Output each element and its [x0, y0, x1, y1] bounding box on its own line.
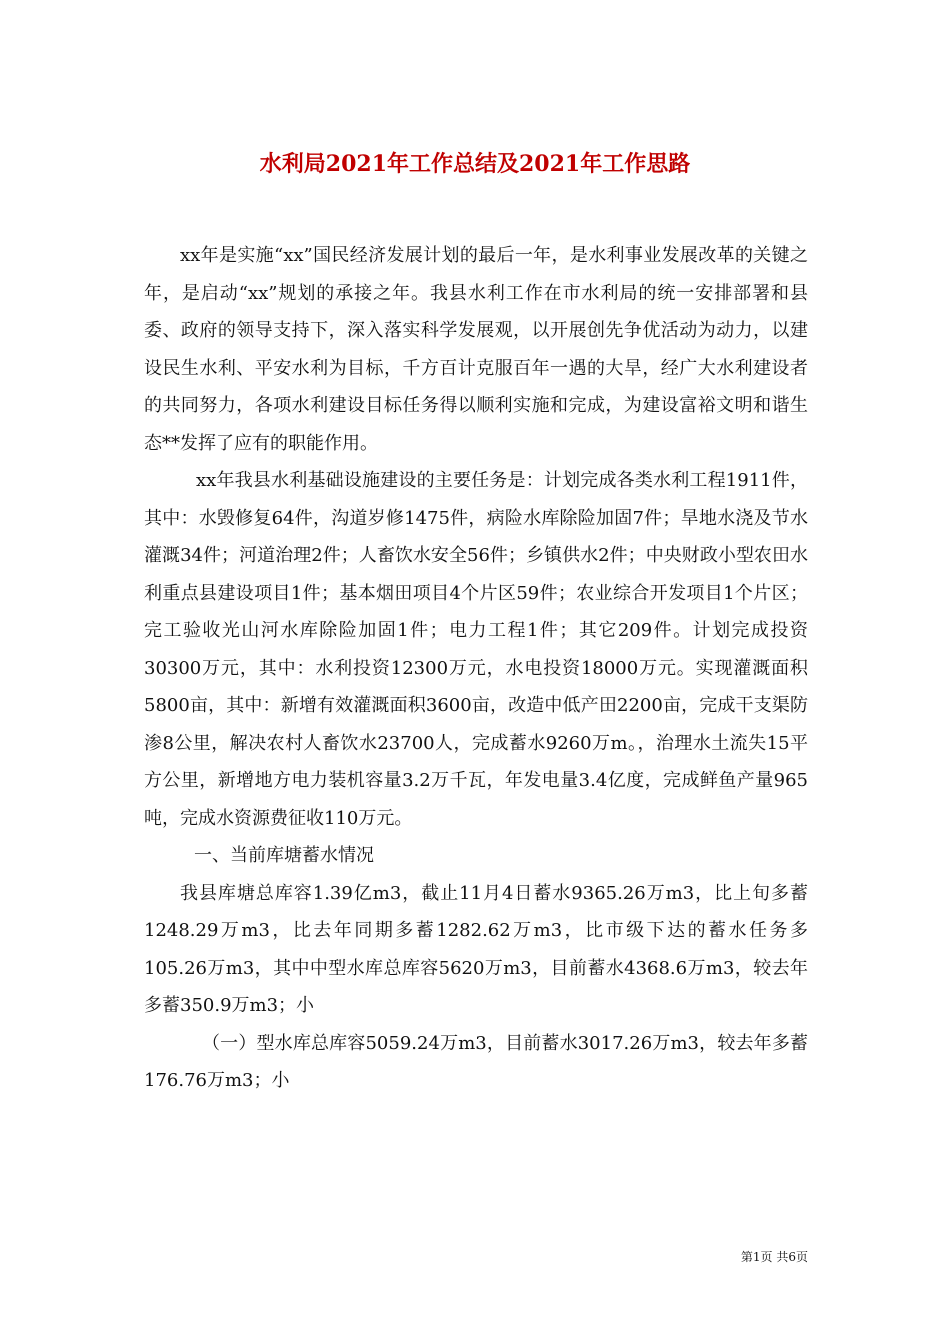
paragraph-tasks: xx年我县水利基础设施建设的主要任务是：计划完成各类水利工程1911件，其中：水毁修复64件，沟道岁修1475件，病险水库除险加固7件；旱地水浇及节水灌溉34件；河道治理2件；人畜饮水安全56件；乡镇供水2件；中央财政小型农田水利重点县建设项目1件；基本烟田项目4个片区59件；农业综合开发项目1个片区；完工验收光山河水库除险加固1件；电力工程1件；其它209件。计划完成投资30300万元，其中：水利投资12300万元，水电投资18000万元。实现灌溉面积5800亩，其中：新增有效灌溉面积3600亩，改造中低产田2200亩，完成干支渠防渗8公里，解决农村人畜饮水23700人，完成蓄水9260万m。，治理水土流失15平方公里，新增地方电力装机容量3.2万千瓦，年发电量3.4亿度，完成鲜鱼产量965吨，完成水资源费征收110万元。	[144, 470, 808, 829]
section-heading: 一、当前库塘蓄水情况	[194, 845, 374, 866]
paragraph-small-reservoirs: （一）型水库总库容5059.24万m3，目前蓄水3017.26万m3，较去年多蓄176.76万m3；小	[144, 1032, 808, 1091]
document-title: 水利局2021年工作总结及2021年工作思路	[259, 150, 691, 177]
paragraph-intro: xx年是实施“xx”国民经济发展计划的最后一年，是水利事业发展改革的关键之年，是启动“xx”规划的承接之年。我县水利工作在市水利局的统一安排部署和县委、政府的领导支持下，深入落实科学发展观，以开展创先争优活动为动力，以建设民生水利、平安水利为目标，千方百计克服百年一遇的大旱，经广大水利建设者的共同努力，各项水利建设目标任务得以顺利实施和完成，为建设富裕文明和谐生态**发挥了应有的职能作用。	[144, 245, 808, 454]
document-body	[144, 237, 808, 1100]
page-number: 第1页 共6页	[740, 1250, 808, 1264]
paragraph-storage: 我县库塘总库容1.39亿m3，截止11月4日蓄水9365.26万m3，比上旬多蓄1248.29万m3，比去年同期多蓄1282.62万m3，比市级下达的蓄水任务多105.26万m3，其中中型水库总库容5620万m3，目前蓄水4368.6万m3，较去年多蓄350.9万m3；小	[144, 882, 808, 1016]
